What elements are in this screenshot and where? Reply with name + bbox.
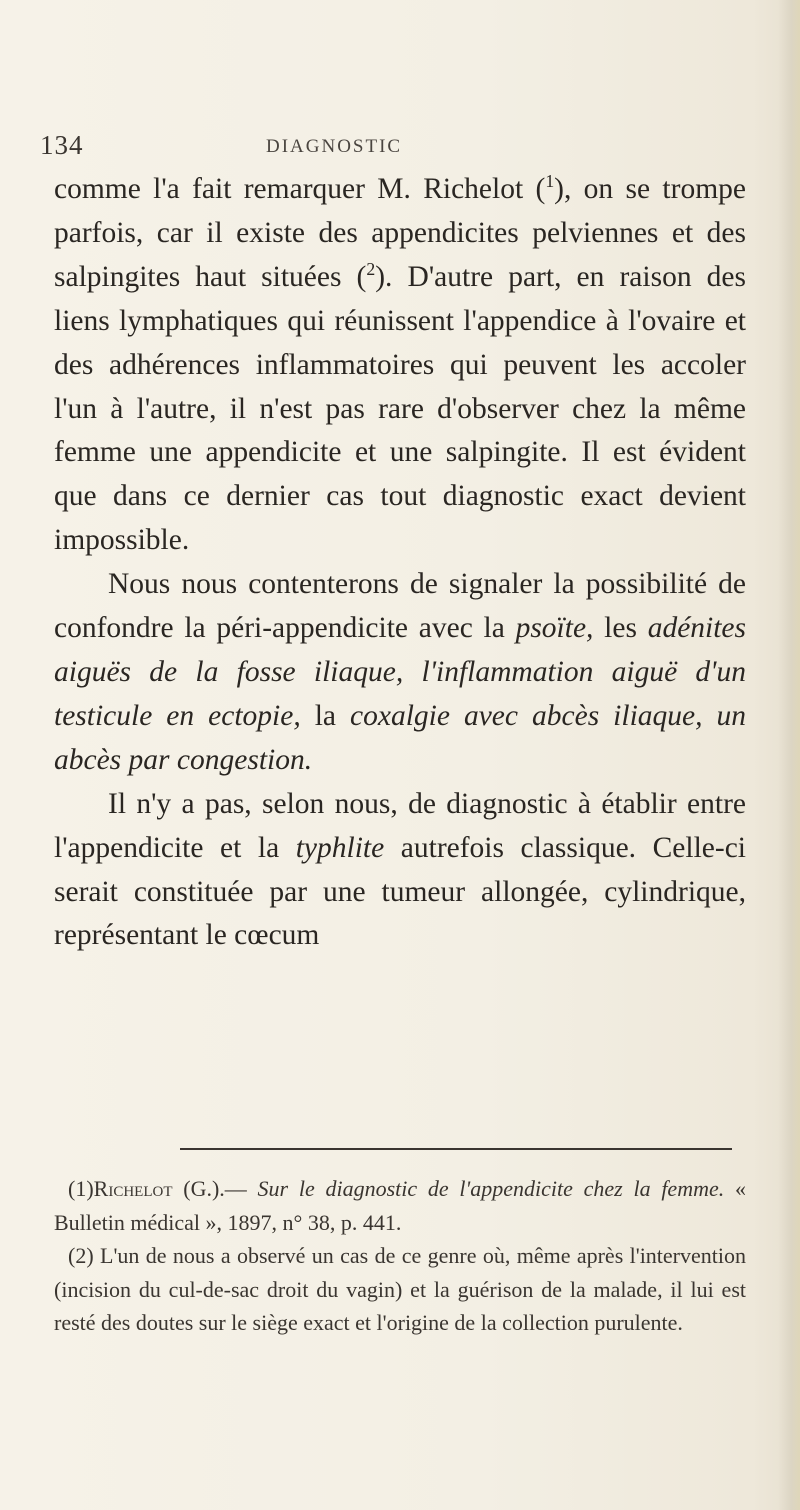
paragraph-2-italic-2: adénites aiguës de la fosse iliaque, l'inflammation aiguë d'un testicule en ectopie, — [54, 612, 746, 732]
footnote-1-mark: (1) — [68, 1176, 94, 1201]
paragraph-1-text-3: ). D'autre part, en raison des liens lymphatiques qui réunissent l'appendice à l'ovaire et des adhérences inflammatoires qui peuvent les accoler l'un à l'autre, il n'est pas rare d'observer chez la même femme une appendicite et une salpingite. Il est évident que dans ce dernier cas tout diagnostic exact devient impossible. — [54, 260, 746, 557]
paragraph-2-text-1: Nous nous contenterons de signaler la possibilité de confondre la péri-appendicite avec la — [54, 568, 746, 645]
page-header — [34, 128, 734, 168]
paragraph-3-text-2: autrefois classique. Celle-ci serait constituée par une tumeur allongée, cylindrique, représentant le cœcum — [54, 831, 746, 952]
paragraph-1-text-1: comme l'a fait remarquer M. Richelot ( — [54, 173, 546, 205]
paragraph-3-italic-1: typhlite — [295, 831, 385, 864]
footnote-ref-2: 2 — [366, 258, 376, 279]
paragraph-2-italic-1: psoïte, — [515, 612, 594, 645]
body-text — [54, 168, 746, 958]
footnote-rule — [180, 1148, 732, 1150]
footnote-1-text-1: (G.).— — [172, 1176, 258, 1201]
paragraph-2-italic-3: coxalgie avec abcès iliaque, un abcès par congestion. — [54, 699, 746, 776]
footnote-ref-1: 1 — [545, 171, 555, 192]
paragraph-1 — [54, 168, 746, 563]
page-number: 134 — [40, 130, 84, 160]
page-edge-shadow — [778, 0, 800, 1510]
paragraph-1-text-2: ), on se trompe parfois, car il existe des appendicites pelviennes et des salpingites haut situées ( — [54, 173, 746, 293]
paragraph-3 — [54, 783, 746, 959]
footnote-1-text-2: « Bulletin médical », 1897, n° 38, p. 441. — [54, 1176, 747, 1235]
footnote-1 — [54, 1172, 746, 1239]
paragraph-2 — [54, 563, 746, 783]
footnote-2-text: L'un de nous a observé un cas de ce genre où, même après l'intervention (incision du cul-de-sac droit du vagin) et la guérison de la malade, il lui est resté des doutes sur le siège exact et l'origine de la collection purulente. — [54, 1243, 746, 1335]
footnote-2-mark: (2) — [68, 1243, 94, 1268]
paragraph-2-text-3: la — [300, 699, 351, 732]
running-head: DIAGNOSTIC — [266, 136, 403, 157]
paragraph-2-text-2: les — [593, 612, 648, 645]
footnotes — [54, 1172, 746, 1340]
footnote-1-author: Richelot — [93, 1176, 173, 1201]
footnote-1-title: Sur le diagnostic de l'appendicite chez la femme. — [257, 1176, 725, 1201]
footnote-2 — [54, 1239, 746, 1340]
paragraph-3-text-1: Il n'y a pas, selon nous, de diagnostic à établir entre l'appendicite et la — [54, 787, 746, 864]
